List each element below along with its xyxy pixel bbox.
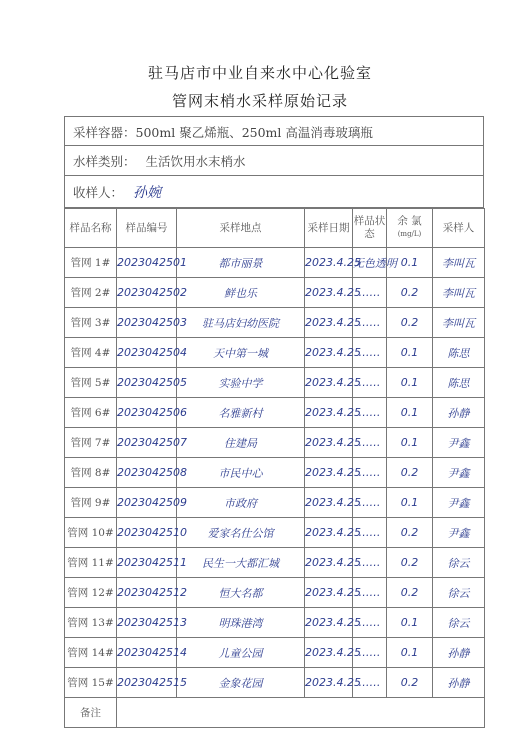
table-row	[65, 488, 485, 518]
cell-sample-name	[65, 488, 117, 518]
cell-date	[305, 248, 361, 278]
cell-date	[305, 638, 361, 668]
table-row	[65, 458, 485, 488]
cell-sampler-text: 陈思	[447, 346, 470, 360]
water-type-value: 生活饮用水末梢水	[145, 154, 246, 169]
cell-sample-name	[65, 668, 117, 698]
cell-sample-name	[65, 428, 117, 458]
cell-sample-name-text: 管网 10#	[67, 527, 114, 539]
cell-sampler-text: 尹鑫	[447, 526, 470, 540]
cell-sample-code-text: 2023042511	[117, 556, 187, 569]
cell-location-text: 市政府	[224, 496, 257, 510]
cell-location	[177, 428, 305, 458]
cell-state	[353, 248, 397, 278]
cell-sample-code	[117, 308, 187, 338]
cell-location-text: 市民中心	[218, 466, 263, 480]
cell-sampler-text: 李叫瓦	[442, 286, 475, 300]
cell-sample-code-text: 2023042513	[117, 616, 187, 629]
header-location: 采样地点	[177, 209, 305, 248]
cell-location	[177, 368, 305, 398]
cell-sample-name-text: 管网 15#	[67, 677, 114, 689]
cell-sampler-text: 徐云	[447, 616, 470, 630]
table-row	[65, 248, 485, 278]
cell-sample-code-text: 2023042509	[117, 496, 187, 509]
cell-sample-code	[117, 608, 187, 638]
cell-sampler-text: 孙静	[447, 676, 470, 690]
cell-date-text: 2023.4.25	[305, 526, 361, 539]
cell-sample-code	[117, 368, 187, 398]
receiver-row	[64, 176, 484, 208]
cell-sampler	[433, 398, 485, 428]
cell-sample-name-text: 管网 7#	[70, 437, 111, 449]
cell-sampler	[433, 248, 485, 278]
cell-chlorine-text: 0.1	[400, 376, 419, 389]
cell-state-text: ……	[358, 436, 381, 449]
cell-sampler-text: 尹鑫	[447, 496, 470, 510]
cell-date-text: 2023.4.25	[305, 376, 361, 389]
header-sample-name: 样品名称	[65, 209, 117, 248]
cell-sampler	[433, 638, 485, 668]
cell-date	[305, 668, 361, 698]
table-row	[65, 578, 485, 608]
cell-state	[353, 668, 387, 698]
cell-sample-name-text: 管网 3#	[70, 317, 111, 329]
cell-sample-name-text: 管网 6#	[70, 407, 111, 419]
cell-sample-code-text: 2023042501	[117, 256, 187, 269]
cell-state-text: 无色透明	[353, 256, 397, 270]
header-date: 采样日期	[305, 209, 353, 248]
cell-sample-name-text: 管网 11#	[67, 557, 114, 569]
cell-sample-code	[117, 428, 187, 458]
cell-chlorine-text: 0.2	[400, 556, 419, 569]
cell-chlorine-text: 0.2	[400, 466, 419, 479]
cell-chlorine-text: 0.1	[400, 616, 419, 629]
cell-sample-name-text: 管网 14#	[67, 647, 114, 659]
cell-state	[353, 428, 387, 458]
cell-location	[177, 518, 305, 548]
cell-date-text: 2023.4.25	[305, 256, 361, 269]
cell-sample-code	[117, 458, 187, 488]
cell-sample-name	[65, 308, 117, 338]
container-label: 采样容器：	[73, 125, 136, 140]
cell-date-text: 2023.4.25	[305, 346, 361, 359]
cell-date-text: 2023.4.25	[305, 466, 361, 479]
cell-state-text: ……	[358, 586, 381, 599]
cell-chlorine	[387, 368, 433, 398]
cell-sample-name-text: 管网 5#	[70, 377, 111, 389]
cell-state	[353, 338, 387, 368]
cell-sampler-text: 尹鑫	[447, 466, 470, 480]
cell-sample-code-text: 2023042510	[117, 526, 187, 539]
cell-chlorine	[387, 488, 433, 518]
cell-location-text: 鲜也乐	[224, 286, 257, 300]
remark-row	[65, 698, 485, 728]
cell-sample-name	[65, 548, 117, 578]
cell-location	[177, 638, 305, 668]
cell-chlorine	[387, 398, 433, 428]
cell-location	[177, 578, 305, 608]
cell-sample-name-text: 管网 1#	[70, 257, 111, 269]
table-row	[65, 278, 485, 308]
cell-sample-code	[117, 638, 187, 668]
cell-location	[177, 668, 305, 698]
cell-location-text: 爱家名仕公馆	[207, 526, 274, 540]
cell-sampler-text: 孙静	[447, 646, 470, 660]
cell-chlorine	[387, 548, 433, 578]
cell-location-text: 驻马店妇幼医院	[202, 316, 279, 330]
cell-sampler	[433, 608, 485, 638]
cell-sample-code-text: 2023042506	[117, 406, 187, 419]
cell-state	[353, 458, 387, 488]
cell-sampler-text: 陈思	[447, 376, 470, 390]
cell-location-text: 实验中学	[218, 376, 263, 390]
cell-chlorine	[387, 278, 433, 308]
cell-location-text: 金象花园	[218, 676, 263, 690]
cell-chlorine-text: 0.2	[400, 286, 419, 299]
cell-state	[353, 638, 387, 668]
cell-sampler	[433, 368, 485, 398]
remark-label: 备注	[65, 698, 117, 728]
cell-date	[305, 518, 361, 548]
cell-location-text: 名雅新村	[218, 406, 263, 420]
cell-sampler	[433, 518, 485, 548]
cell-chlorine	[387, 338, 433, 368]
cell-chlorine-text: 0.1	[400, 646, 419, 659]
cell-sampler-text: 徐云	[447, 586, 470, 600]
table-row	[65, 308, 485, 338]
cell-sample-code-text: 2023042504	[117, 346, 187, 359]
lab-name-title: 驻马店市中业自来水中心化验室	[147, 64, 372, 82]
cell-sample-name	[65, 518, 117, 548]
header-chlorine-label: 余 氯	[397, 215, 422, 227]
cell-chlorine-text: 0.1	[400, 496, 419, 509]
cell-sample-code-text: 2023042505	[117, 376, 187, 389]
cell-chlorine	[387, 608, 433, 638]
table-row	[65, 608, 485, 638]
cell-chlorine	[387, 518, 433, 548]
record-title: 管网末梢水采样原始记录	[171, 92, 348, 110]
cell-sample-name	[65, 458, 117, 488]
cell-state	[353, 308, 387, 338]
cell-state-text: ……	[358, 676, 381, 689]
cell-sampler-text: 孙静	[447, 406, 470, 420]
cell-state-text: ……	[358, 376, 381, 389]
table-row	[65, 398, 485, 428]
cell-sample-code-text: 2023042515	[117, 676, 187, 689]
cell-state-text: ……	[358, 346, 381, 359]
table-header-row	[65, 209, 485, 248]
container-row	[64, 116, 484, 146]
header-state: 样品状态	[353, 209, 387, 248]
cell-sample-code	[117, 278, 187, 308]
cell-date-text: 2023.4.25	[305, 316, 361, 329]
cell-location	[177, 398, 305, 428]
cell-state-text: ……	[358, 616, 381, 629]
table-row	[65, 548, 485, 578]
cell-date-text: 2023.4.25	[305, 286, 361, 299]
cell-sample-name-text: 管网 13#	[67, 617, 114, 629]
cell-sample-code	[117, 578, 187, 608]
cell-sample-name	[65, 278, 117, 308]
cell-sample-name	[65, 638, 117, 668]
cell-sampler	[433, 308, 485, 338]
cell-sample-code	[117, 398, 187, 428]
cell-location	[177, 308, 305, 338]
cell-date	[305, 428, 361, 458]
cell-chlorine	[387, 638, 433, 668]
cell-sample-code	[117, 548, 187, 578]
cell-sample-code-text: 2023042507	[117, 436, 187, 449]
cell-date-text: 2023.4.25	[305, 586, 361, 599]
cell-state	[353, 548, 387, 578]
cell-sample-name	[65, 578, 117, 608]
cell-sample-code-text: 2023042512	[117, 586, 187, 599]
cell-state	[353, 488, 387, 518]
cell-chlorine-text: 0.1	[400, 436, 419, 449]
cell-date	[305, 338, 361, 368]
cell-sampler-text: 李叫瓦	[442, 256, 475, 270]
cell-chlorine-text: 0.2	[400, 586, 419, 599]
cell-sampler	[433, 428, 485, 458]
cell-state-text: ……	[358, 316, 381, 329]
cell-date-text: 2023.4.25	[305, 406, 361, 419]
cell-location	[177, 488, 305, 518]
cell-sample-name	[65, 368, 117, 398]
cell-location	[177, 338, 305, 368]
cell-date	[305, 548, 361, 578]
table-row	[65, 638, 485, 668]
cell-sample-name-text: 管网 4#	[70, 347, 111, 359]
water-type-label: 水样类别：	[73, 154, 136, 169]
header-sampler: 采样人	[433, 209, 485, 248]
cell-state-text: ……	[358, 556, 381, 569]
cell-chlorine-text: 0.1	[400, 406, 419, 419]
cell-date-text: 2023.4.25	[305, 616, 361, 629]
cell-date-text: 2023.4.25	[305, 496, 361, 509]
cell-state-text: ……	[358, 466, 381, 479]
header-chlorine-unit: (mg/L)	[397, 230, 422, 238]
cell-location-text: 民生一大都汇城	[202, 556, 279, 570]
cell-date	[305, 458, 361, 488]
cell-sampler	[433, 578, 485, 608]
cell-chlorine	[387, 458, 433, 488]
cell-date	[305, 578, 361, 608]
cell-sample-code-text: 2023042502	[117, 286, 187, 299]
cell-sample-name-text: 管网 12#	[67, 587, 114, 599]
cell-sampler	[433, 488, 485, 518]
cell-state-text: ……	[358, 496, 381, 509]
cell-location-text: 恒大名都	[218, 586, 263, 600]
cell-date	[305, 278, 361, 308]
cell-location	[177, 278, 305, 308]
cell-sample-code	[117, 668, 187, 698]
cell-date	[305, 308, 361, 338]
cell-chlorine	[387, 428, 433, 458]
cell-sample-code-text: 2023042508	[117, 466, 187, 479]
cell-location	[177, 458, 305, 488]
cell-state-text: ……	[358, 406, 381, 419]
cell-sampler	[433, 338, 485, 368]
cell-date	[305, 398, 361, 428]
cell-sample-name-text: 管网 9#	[70, 497, 111, 509]
cell-date	[305, 608, 361, 638]
cell-location-text: 住建局	[224, 436, 257, 450]
cell-date-text: 2023.4.25	[305, 556, 361, 569]
cell-date-text: 2023.4.25	[305, 436, 361, 449]
cell-sample-name	[65, 248, 117, 278]
cell-date	[305, 488, 361, 518]
cell-state	[353, 368, 387, 398]
cell-location	[177, 248, 305, 278]
cell-chlorine	[387, 308, 433, 338]
table-row	[65, 428, 485, 458]
cell-date	[305, 368, 361, 398]
sampling-table	[64, 208, 485, 728]
cell-sample-code-text: 2023042503	[117, 316, 187, 329]
cell-sampler	[433, 278, 485, 308]
cell-chlorine-text: 0.1	[400, 256, 419, 269]
cell-location	[177, 548, 305, 578]
cell-sample-name	[65, 338, 117, 368]
cell-location-text: 都市丽景	[218, 256, 263, 270]
cell-sample-name-text: 管网 8#	[70, 467, 111, 479]
table-row	[65, 518, 485, 548]
cell-chlorine-text: 0.2	[400, 676, 419, 689]
cell-location-text: 天中第一城	[213, 346, 268, 360]
cell-state-text: ……	[358, 646, 381, 659]
table-row	[65, 368, 485, 398]
table-row	[65, 338, 485, 368]
cell-state	[353, 278, 387, 308]
cell-date-text: 2023.4.25	[305, 646, 361, 659]
cell-state-text: ……	[358, 526, 381, 539]
cell-sample-code-text: 2023042514	[117, 646, 187, 659]
receiver-signature: 孙婉	[133, 185, 162, 201]
remark-value	[117, 698, 485, 728]
cell-state	[353, 578, 387, 608]
cell-sample-name	[65, 608, 117, 638]
cell-sample-code	[117, 488, 187, 518]
cell-sampler	[433, 668, 485, 698]
cell-location-text: 明珠港湾	[218, 616, 263, 630]
cell-chlorine	[387, 578, 433, 608]
cell-chlorine	[387, 668, 433, 698]
water-type-row	[64, 146, 484, 176]
cell-sample-code	[117, 248, 187, 278]
cell-date-text: 2023.4.25	[305, 676, 361, 689]
table-row	[65, 668, 485, 698]
cell-sample-code	[117, 518, 187, 548]
cell-location-text: 儿童公园	[218, 646, 263, 660]
cell-sampler-text: 尹鑫	[447, 436, 470, 450]
cell-sampler	[433, 458, 485, 488]
cell-sampler-text: 李叫瓦	[442, 316, 475, 330]
container-value: 500ml 聚乙烯瓶、250ml 高温消毒玻璃瓶	[135, 125, 373, 140]
cell-sampler-text: 徐云	[447, 556, 470, 570]
cell-chlorine-text: 0.2	[400, 316, 419, 329]
cell-sample-name	[65, 398, 117, 428]
cell-sampler	[433, 548, 485, 578]
cell-sample-name-text: 管网 2#	[70, 287, 111, 299]
cell-sample-code	[117, 338, 187, 368]
cell-state	[353, 398, 387, 428]
header-chlorine	[387, 209, 433, 248]
cell-chlorine-text: 0.2	[400, 526, 419, 539]
cell-state-text: ……	[358, 286, 381, 299]
receiver-label: 收样人：	[73, 185, 124, 200]
cell-location	[177, 608, 305, 638]
cell-state	[353, 608, 387, 638]
header-sample-code: 样品编号	[117, 209, 177, 248]
cell-state	[353, 518, 387, 548]
cell-chlorine-text: 0.1	[400, 346, 419, 359]
